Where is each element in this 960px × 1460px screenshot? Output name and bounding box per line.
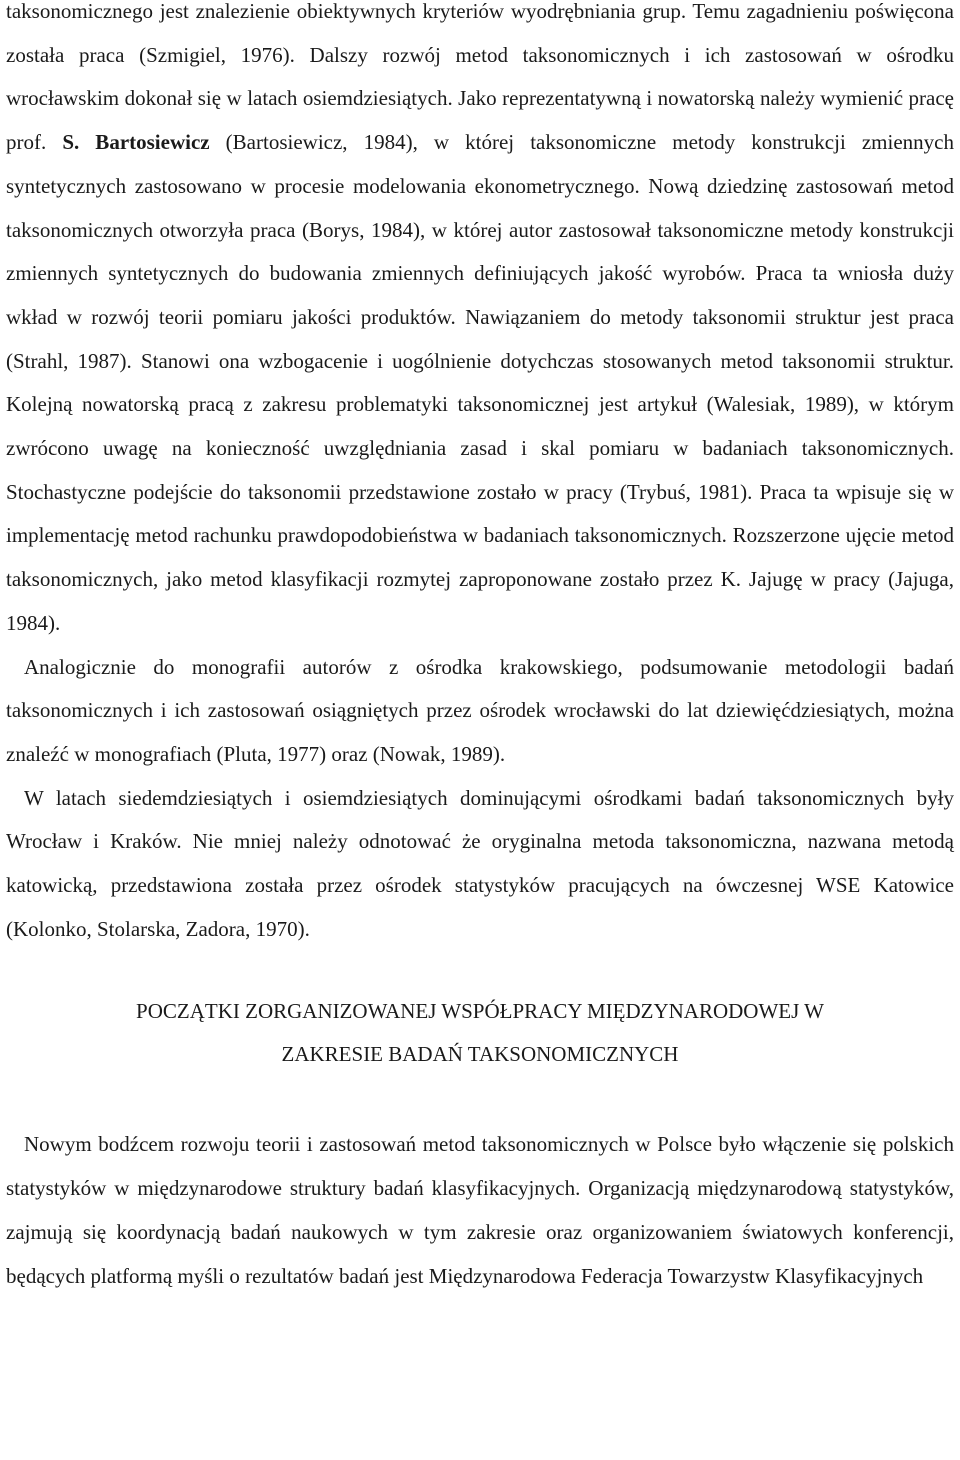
paragraph-2: Analogicznie do monografii autorów z ośrodka krakowskiego, podsumowanie metodologii badań taksonomicznych i ich zastosowań osiągniętych przez ośrodek wrocławski do lat dziewięćdziesiątych, można znaleźć w monografiach (Pluta, 1977) oraz (Nowak, 1989).	[6, 654, 954, 766]
paragraph-4: Nowym bodźcem rozwoju teorii i zastosowań metod taksonomicznych w Polsce było włączenie się polskich statystyków w międzynarodowe struktury badań klasyfikacyjnych. Organizacją międzynarodową statystyków, zajmują się koordynacją badań naukowych w tym zakresie oraz organizowaniem światowych konferencji, będących platformą myśli o rezultatów badań jest Międzynarodowa Federacja Towarzystw Klasyfikacyjnych	[6, 1132, 954, 1288]
section-heading-line-1: POCZĄTKI ZORGANIZOWANEJ WSPÓŁPRACY MIĘDZYNARODOWEJ W	[136, 999, 824, 1024]
paragraph-1	[6, 0, 954, 646]
document-page	[6, 0, 954, 1298]
paragraph-3: W latach siedemdziesiątych i osiemdziesiątych dominującymi ośrodkami badań taksonomicznych były Wrocław i Kraków. Nie mniej należy odnotować że oryginalna metoda taksonomiczna, nazwana metodą katowicką, przedstawiona została przez ośrodek statystyków pracujących na ówczesnej WSE Katowice (Kolonko, Stolarska, Zadora, 1970).	[6, 785, 954, 941]
author-name-bold: S. Bartosiewicz	[62, 130, 210, 155]
paragraph-1-part-2: (Bartosiewicz, 1984), w której taksonomiczne metody konstrukcji zmiennych syntetycznych zastosowano w procesie modelowania ekonometrycznego. Nową dziedzinę zastosowań metod taksonomicznych otworzyła praca (Borys, 1984), w której autor zastosował taksonomiczne metody konstrukcji zmiennych syntetycznych do budowania zmiennych definiujących jakość wyrobów. Praca ta wniosła duży wkład w rozwój teorii pomiaru jakości produktów. Nawiązaniem do metody taksonomii struktur jest praca (Strahl, 1987). Stanowi ona wzbogacenie i uogólnienie dotychczas stosowanych metod taksonomii struktur. Kolejną nowatorską pracą z zakresu problematyki taksonomicznej jest artykuł (Walesiak, 1989), w którym zwrócono uwagę na konieczność uwzględniania zasad i skal pomiaru w badaniach taksonomicznych. Stochastyczne podejście do taksonomii przedstawione zostało w pracy (Trybuś, 1981). Praca ta wpisuje się w implementację metod rachunku prawdopodobieństwa w badaniach taksonomicznych. Rozszerzone ujęcie metod taksonomicznych, jako metod klasyfikacji rozmytej zaproponowane zostało przez K. Jajugę w pracy (Jajuga, 1984).	[6, 130, 954, 635]
section-heading-line-2: ZAKRESIE BADAŃ TAKSONOMICZNYCH	[281, 1042, 679, 1067]
section-heading	[6, 990, 954, 1076]
paragraph-1-part-1: taksonomicznego jest znalezienie obiektywnych kryteriów wyodrębniania grup. Temu zagadnieniu poświęcona została praca (Szmigiel, 1976). Dalszy rozwój metod taksonomicznych i ich zastosowań w ośrodku wrocławskim dokonał się w latach osiemdziesiątych. Jako reprezentatywną i nowatorską należy wymienić pracę prof.	[6, 0, 954, 155]
